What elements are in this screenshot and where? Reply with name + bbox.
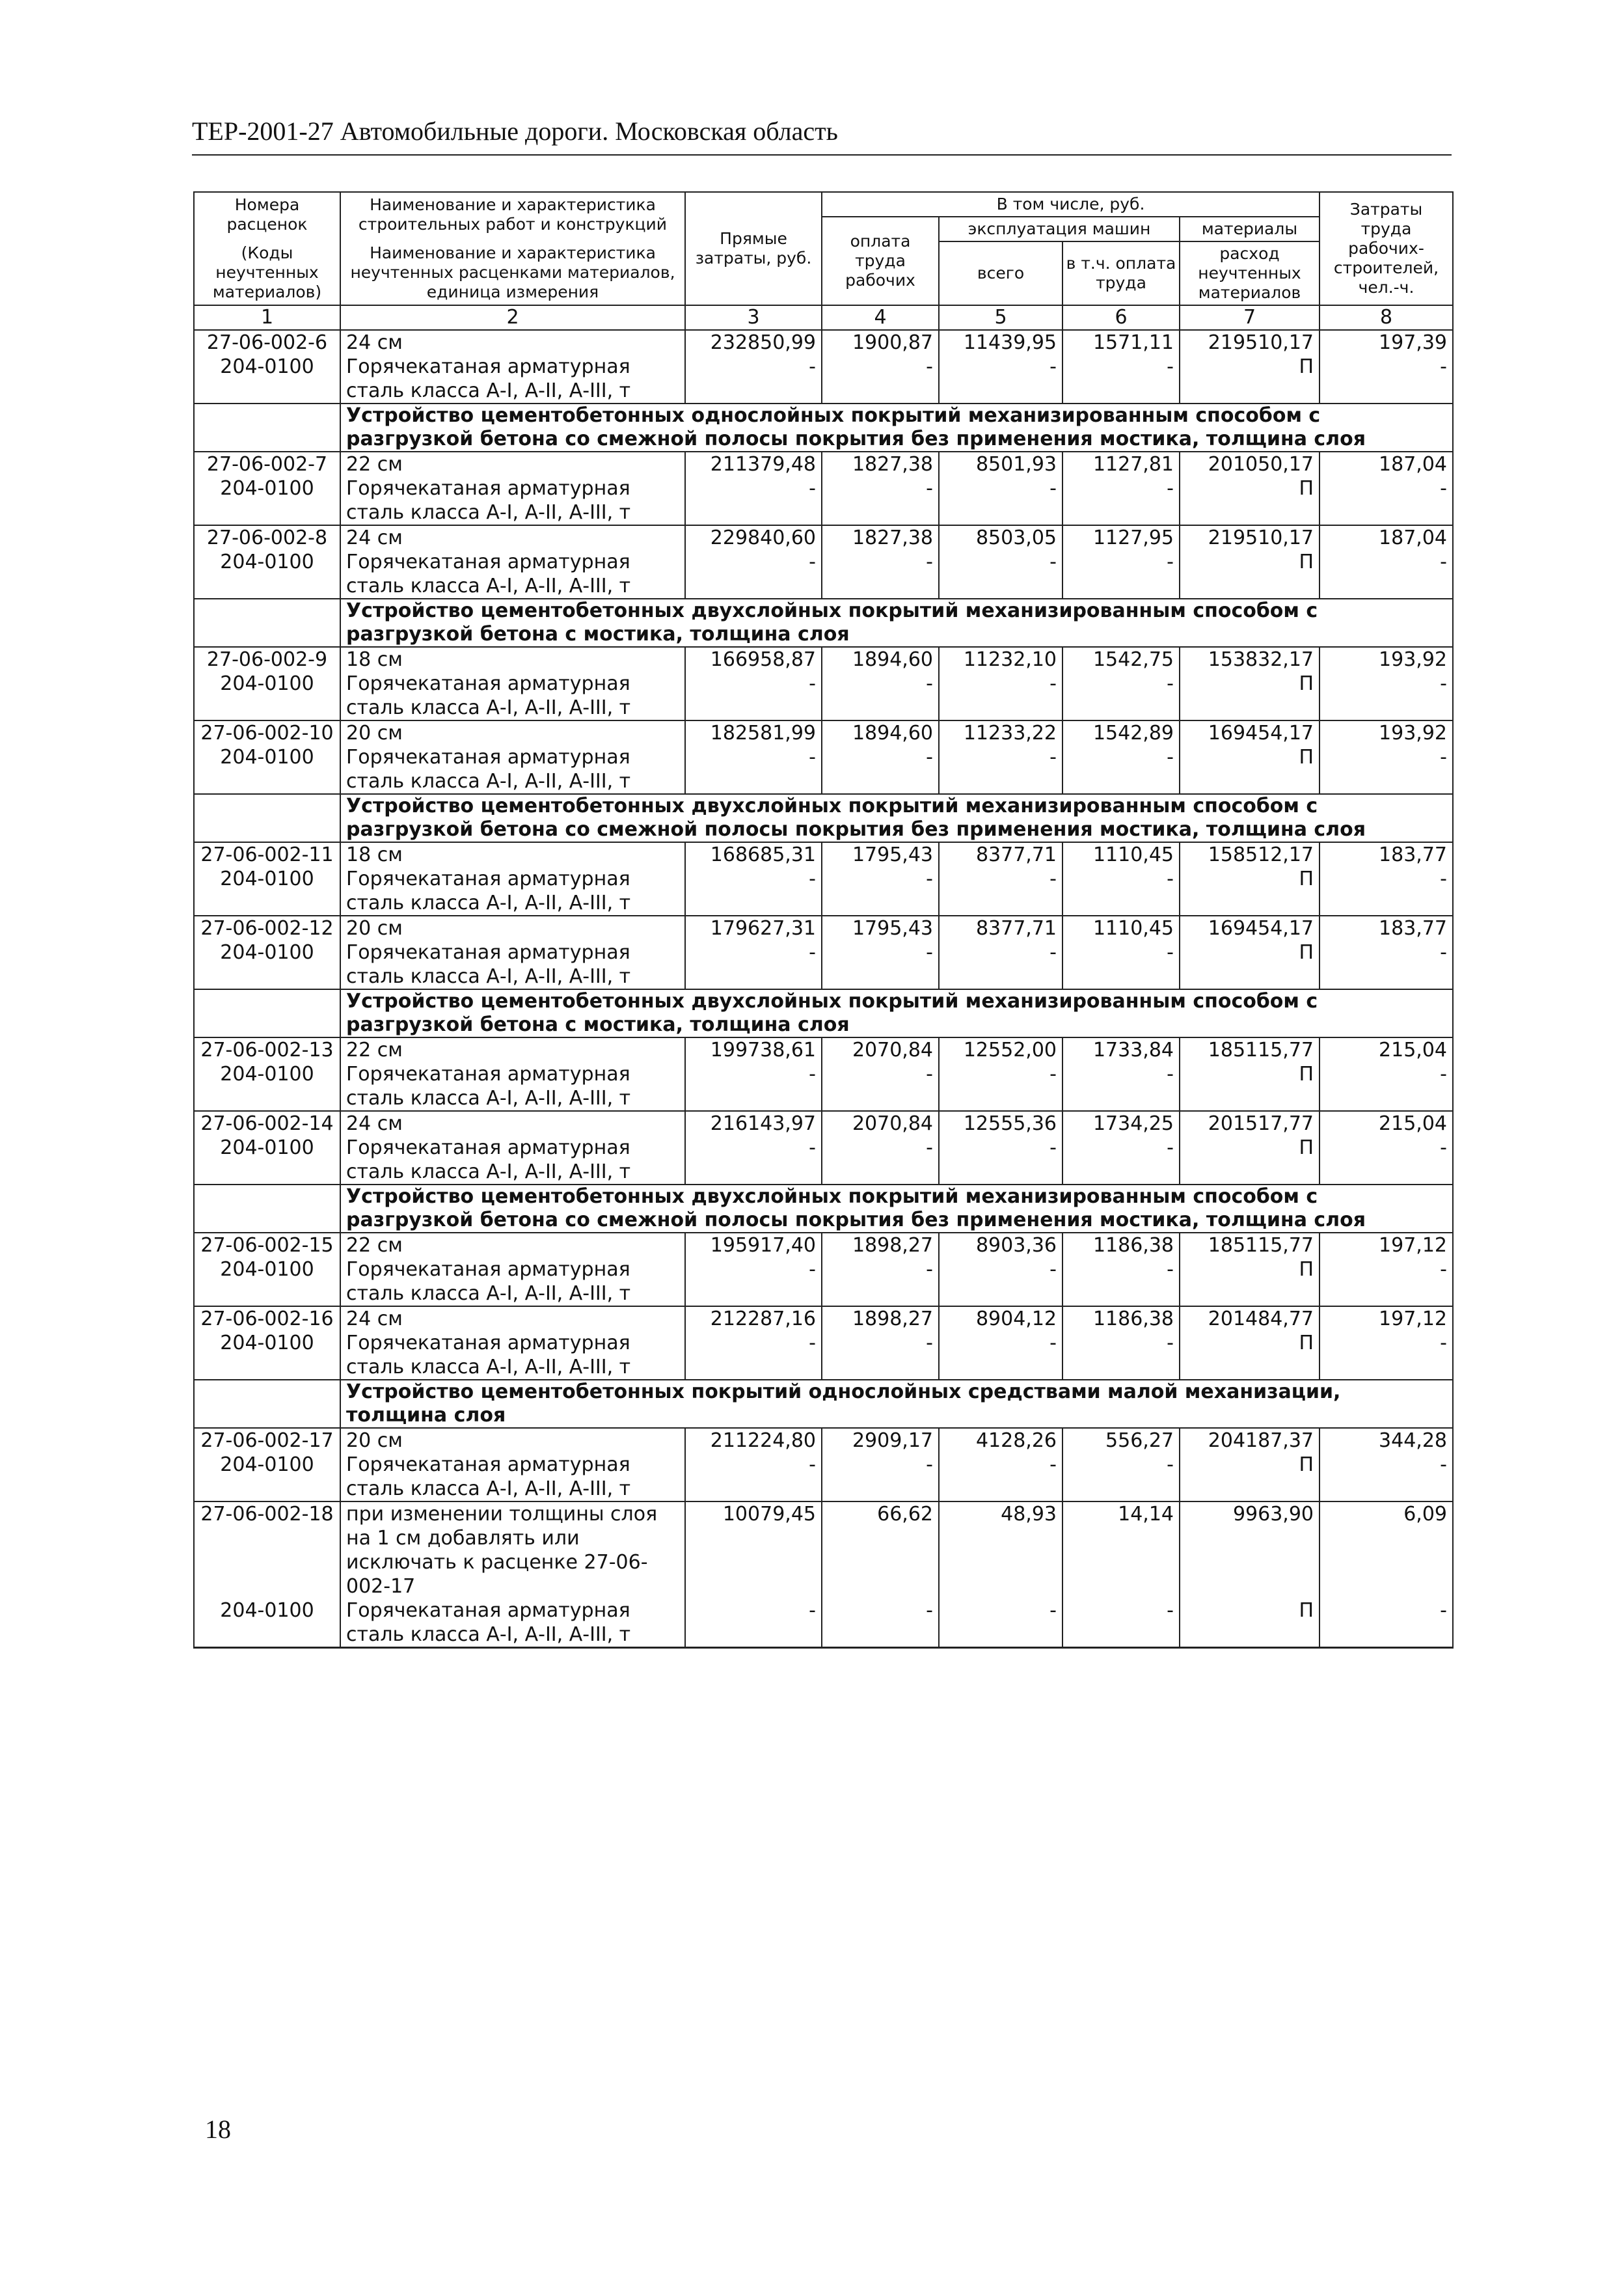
header-name-top: Наименование и характеристика строительных работ и конструкций [358, 195, 668, 234]
unit-mark: П [1180, 867, 1320, 916]
dash-cell: - [685, 1136, 822, 1185]
workers-wages: 2070,84 [822, 1037, 939, 1062]
machines-wages: 1571,11 [1062, 330, 1180, 355]
material-row [194, 1257, 1453, 1306]
section-title: Устройство цементобетонных покрытий однослойных средствами малой механизации, толщина слоя [340, 1380, 1453, 1428]
dash-cell: - [685, 550, 822, 599]
dash-cell: - [1062, 550, 1180, 599]
unit-mark: П [1180, 1062, 1320, 1111]
dash-cell: - [1062, 476, 1180, 525]
section-title: Устройство цементобетонных двухслойных покрытий механизированным способом с разгрузкой бетона со смежной полосы покрытия без применения мостика, толщина слоя [340, 794, 1453, 842]
dash-cell: - [685, 1598, 822, 1648]
column-number: 7 [1180, 305, 1320, 330]
dash-cell: - [939, 1598, 1062, 1648]
dash-cell: - [1062, 1331, 1180, 1380]
materials-cost: 169454,17 [1180, 720, 1320, 745]
dash-cell: - [685, 476, 822, 525]
materials-cost: 201517,77 [1180, 1111, 1320, 1136]
direct-costs: 166958,87 [685, 647, 822, 672]
dash-cell: - [822, 1257, 939, 1306]
dash-cell: - [822, 550, 939, 599]
workers-wages: 1898,27 [822, 1306, 939, 1331]
material-name: Горячекатаная арматурная сталь класса А-I, А-II, А-III, т [340, 355, 685, 404]
material-row [194, 867, 1453, 916]
labor-costs: 187,04 [1320, 452, 1453, 476]
table-row [194, 525, 1453, 550]
machines-wages: 1110,45 [1062, 916, 1180, 940]
dash-cell: - [939, 745, 1062, 794]
table-header [194, 192, 1453, 330]
rate-code: 27-06-002-11 [194, 842, 340, 867]
direct-costs: 212287,16 [685, 1306, 822, 1331]
machines-wages: 1733,84 [1062, 1037, 1180, 1062]
dash-cell: - [685, 1257, 822, 1306]
material-code: 204-0100 [194, 1598, 340, 1648]
material-name: Горячекатаная арматурная сталь класса А-I, А-II, А-III, т [340, 867, 685, 916]
rate-code: 27-06-002-9 [194, 647, 340, 672]
direct-costs: 232850,99 [685, 330, 822, 355]
materials-cost: 219510,17 [1180, 525, 1320, 550]
materials-cost: 169454,17 [1180, 916, 1320, 940]
document-header: ТЕР-2001-27 Автомобильные дороги. Московская область [192, 116, 1452, 156]
material-row [194, 745, 1453, 794]
dash-cell: - [1320, 672, 1453, 720]
header-labor-costs: Затраты труда рабочих-строителей, чел.-ч. [1320, 192, 1453, 305]
table-row [194, 916, 1453, 940]
machines-wages: 1127,81 [1062, 452, 1180, 476]
material-code: 204-0100 [194, 940, 340, 989]
dash-cell: - [939, 1062, 1062, 1111]
labor-costs: 197,39 [1320, 330, 1453, 355]
workers-wages: 2909,17 [822, 1428, 939, 1453]
machines-total: 11439,95 [939, 330, 1062, 355]
machines-wages: 1186,38 [1062, 1233, 1180, 1257]
section-title: Устройство цементобетонных двухслойных покрытий механизированным способом с разгрузкой бетона с мостика, толщина слоя [340, 599, 1453, 647]
dash-cell: - [939, 550, 1062, 599]
machines-total: 4128,26 [939, 1428, 1062, 1453]
dash-cell: - [939, 672, 1062, 720]
dash-cell: - [822, 745, 939, 794]
unit-mark: П [1180, 1136, 1320, 1185]
machines-total: 12552,00 [939, 1037, 1062, 1062]
material-row [194, 1062, 1453, 1111]
table-row [194, 720, 1453, 745]
dash-cell: - [1062, 672, 1180, 720]
workers-wages: 1827,38 [822, 525, 939, 550]
labor-costs: 344,28 [1320, 1428, 1453, 1453]
material-code: 204-0100 [194, 672, 340, 720]
dash-cell: - [1062, 940, 1180, 989]
header-codes-bottom: (Коды неучтенных материалов) [212, 243, 322, 301]
rate-name: 20 см [340, 916, 685, 940]
material-code: 204-0100 [194, 1136, 340, 1185]
dash-cell: - [1320, 745, 1453, 794]
dash-cell: - [1062, 355, 1180, 404]
unit-mark: П [1180, 355, 1320, 404]
material-row [194, 1136, 1453, 1185]
material-name: Горячекатаная арматурная сталь класса А-I, А-II, А-III, т [340, 1331, 685, 1380]
workers-wages: 1827,38 [822, 452, 939, 476]
rate-name: 24 см [340, 1306, 685, 1331]
section-header-row [194, 599, 1453, 647]
machines-total: 48,93 [939, 1501, 1062, 1598]
materials-cost: 158512,17 [1180, 842, 1320, 867]
section-blank-cell [194, 1185, 340, 1233]
header-name-bottom: Наименование и характеристика неучтенных расценками материалов, единица измерения [350, 243, 675, 301]
material-code: 204-0100 [194, 1257, 340, 1306]
rate-code: 27-06-002-12 [194, 916, 340, 940]
dash-cell: - [1062, 1453, 1180, 1501]
dash-cell: - [685, 355, 822, 404]
section-header-row [194, 989, 1453, 1037]
dash-cell: - [822, 672, 939, 720]
materials-cost: 9963,90 [1180, 1501, 1320, 1598]
table-row [194, 1037, 1453, 1062]
material-code: 204-0100 [194, 550, 340, 599]
dash-cell: - [1062, 1598, 1180, 1648]
materials-cost: 219510,17 [1180, 330, 1320, 355]
rate-name: 18 см [340, 647, 685, 672]
rate-code: 27-06-002-14 [194, 1111, 340, 1136]
material-row [194, 1331, 1453, 1380]
dash-cell: - [685, 867, 822, 916]
labor-costs: 187,04 [1320, 525, 1453, 550]
rate-name: 24 см [340, 330, 685, 355]
material-name: Горячекатаная арматурная сталь класса А-I, А-II, А-III, т [340, 476, 685, 525]
material-row [194, 672, 1453, 720]
direct-costs: 195917,40 [685, 1233, 822, 1257]
machines-wages: 1542,89 [1062, 720, 1180, 745]
workers-wages: 1795,43 [822, 842, 939, 867]
dash-cell: - [1320, 355, 1453, 404]
labor-costs: 6,09 [1320, 1501, 1453, 1598]
rate-name: 18 см [340, 842, 685, 867]
header-including-group: В том числе, руб. [822, 192, 1320, 217]
direct-costs: 211224,80 [685, 1428, 822, 1453]
rate-code: 27-06-002-16 [194, 1306, 340, 1331]
section-blank-cell [194, 794, 340, 842]
materials-cost: 201050,17 [1180, 452, 1320, 476]
table-row [194, 1111, 1453, 1136]
dash-cell: - [1320, 1598, 1453, 1648]
page-number: 18 [205, 2115, 231, 2144]
material-name: Горячекатаная арматурная сталь класса А-I, А-II, А-III, т [340, 1136, 685, 1185]
material-row [194, 1453, 1453, 1501]
direct-costs: 10079,45 [685, 1501, 822, 1598]
rate-code: 27-06-002-18 [194, 1501, 340, 1598]
material-row [194, 476, 1453, 525]
labor-costs: 183,77 [1320, 842, 1453, 867]
unit-mark: П [1180, 476, 1320, 525]
rate-name: 20 см [340, 720, 685, 745]
unit-mark: П [1180, 940, 1320, 989]
dash-cell: - [822, 476, 939, 525]
section-blank-cell [194, 1380, 340, 1428]
table-row [194, 1428, 1453, 1453]
materials-cost: 185115,77 [1180, 1233, 1320, 1257]
material-name: Горячекатаная арматурная сталь класса А-I, А-II, А-III, т [340, 1062, 685, 1111]
column-number: 5 [939, 305, 1062, 330]
unit-mark: П [1180, 1453, 1320, 1501]
dash-cell: - [1062, 1136, 1180, 1185]
column-number: 3 [685, 305, 822, 330]
table-row [194, 1501, 1453, 1598]
dash-cell: - [939, 1136, 1062, 1185]
labor-costs: 197,12 [1320, 1306, 1453, 1331]
machines-total: 8501,93 [939, 452, 1062, 476]
dash-cell: - [939, 940, 1062, 989]
direct-costs: 182581,99 [685, 720, 822, 745]
dash-cell: - [685, 1331, 822, 1380]
machines-total: 8503,05 [939, 525, 1062, 550]
dash-cell: - [822, 1331, 939, 1380]
direct-costs: 211379,48 [685, 452, 822, 476]
labor-costs: 215,04 [1320, 1037, 1453, 1062]
dash-cell: - [1320, 476, 1453, 525]
materials-cost: 185115,77 [1180, 1037, 1320, 1062]
workers-wages: 1894,60 [822, 720, 939, 745]
dash-cell: - [685, 940, 822, 989]
dash-cell: - [822, 1062, 939, 1111]
material-name: Горячекатаная арматурная сталь класса А-I, А-II, А-III, т [340, 1453, 685, 1501]
dash-cell: - [685, 745, 822, 794]
direct-costs: 199738,61 [685, 1037, 822, 1062]
dash-cell: - [1320, 1136, 1453, 1185]
dash-cell: - [1320, 867, 1453, 916]
direct-costs: 229840,60 [685, 525, 822, 550]
workers-wages: 2070,84 [822, 1111, 939, 1136]
unit-mark: П [1180, 672, 1320, 720]
table-row [194, 1306, 1453, 1331]
dash-cell: - [1320, 940, 1453, 989]
table-row [194, 842, 1453, 867]
dash-cell: - [822, 355, 939, 404]
rate-name: 20 см [340, 1428, 685, 1453]
machines-total: 11233,22 [939, 720, 1062, 745]
materials-cost: 204187,37 [1180, 1428, 1320, 1453]
material-code: 204-0100 [194, 476, 340, 525]
unit-mark: П [1180, 1598, 1320, 1648]
workers-wages: 1795,43 [822, 916, 939, 940]
dash-cell: - [685, 672, 822, 720]
column-number: 8 [1320, 305, 1453, 330]
dash-cell: - [1320, 1257, 1453, 1306]
section-title: Устройство цементобетонных однослойных покрытий механизированным способом с разгрузкой бетона со смежной полосы покрытия без применения мостика, толщина слоя [340, 404, 1453, 452]
material-name: Горячекатаная арматурная сталь класса А-I, А-II, А-III, т [340, 550, 685, 599]
section-title: Устройство цементобетонных двухслойных покрытий механизированным способом с разгрузкой бетона с мостика, толщина слоя [340, 989, 1453, 1037]
dash-cell: - [822, 1598, 939, 1648]
header-wages: оплата труда рабочих [822, 217, 939, 305]
column-number: 2 [340, 305, 685, 330]
machines-wages: 1186,38 [1062, 1306, 1180, 1331]
rate-code: 27-06-002-7 [194, 452, 340, 476]
rate-name: 24 см [340, 1111, 685, 1136]
header-unaccounted-materials: расход неучтенных материалов [1180, 241, 1320, 305]
rate-name: 22 см [340, 1233, 685, 1257]
dash-cell: - [1320, 550, 1453, 599]
dash-cell: - [822, 1453, 939, 1501]
machines-wages: 14,14 [1062, 1501, 1180, 1598]
dash-cell: - [939, 1257, 1062, 1306]
rate-name: при изменении толщины слоя на 1 см добавлять или исключать к расценке 27-06-002-17 [340, 1501, 685, 1598]
machines-total: 11232,10 [939, 647, 1062, 672]
header-direct-costs: Прямые затраты, руб. [685, 192, 822, 305]
labor-costs: 193,92 [1320, 647, 1453, 672]
column-number: 6 [1062, 305, 1180, 330]
section-title: Устройство цементобетонных двухслойных покрытий механизированным способом с разгрузкой бетона со смежной полосы покрытия без применения мостика, толщина слоя [340, 1185, 1453, 1233]
material-name: Горячекатаная арматурная сталь класса А-I, А-II, А-III, т [340, 940, 685, 989]
material-code: 204-0100 [194, 1062, 340, 1111]
dash-cell: - [1320, 1062, 1453, 1111]
rate-code: 27-06-002-8 [194, 525, 340, 550]
section-header-row [194, 1185, 1453, 1233]
machines-wages: 1542,75 [1062, 647, 1180, 672]
section-blank-cell [194, 404, 340, 452]
section-header-row [194, 1380, 1453, 1428]
material-row [194, 550, 1453, 599]
labor-costs: 197,12 [1320, 1233, 1453, 1257]
dash-cell: - [1320, 1453, 1453, 1501]
dash-cell: - [1062, 1257, 1180, 1306]
machines-total: 8903,36 [939, 1233, 1062, 1257]
machines-total: 8377,71 [939, 916, 1062, 940]
dash-cell: - [939, 1453, 1062, 1501]
materials-cost: 153832,17 [1180, 647, 1320, 672]
dash-cell: - [939, 355, 1062, 404]
dash-cell: - [685, 1062, 822, 1111]
machines-total: 8904,12 [939, 1306, 1062, 1331]
table-body [194, 330, 1453, 1648]
rate-code: 27-06-002-15 [194, 1233, 340, 1257]
material-row [194, 1598, 1453, 1648]
header-codes-top: Номера расценок [226, 195, 308, 234]
table-row [194, 330, 1453, 355]
dash-cell: - [1062, 1062, 1180, 1111]
direct-costs: 179627,31 [685, 916, 822, 940]
labor-costs: 193,92 [1320, 720, 1453, 745]
rate-code: 27-06-002-6 [194, 330, 340, 355]
dash-cell: - [822, 867, 939, 916]
dash-cell: - [1320, 1331, 1453, 1380]
unit-mark: П [1180, 1331, 1320, 1380]
labor-costs: 215,04 [1320, 1111, 1453, 1136]
dash-cell: - [685, 1453, 822, 1501]
machines-total: 8377,71 [939, 842, 1062, 867]
workers-wages: 66,62 [822, 1501, 939, 1598]
material-row [194, 940, 1453, 989]
machines-total: 12555,36 [939, 1111, 1062, 1136]
header-machines-wages: в т.ч. оплата труда [1062, 241, 1180, 305]
section-blank-cell [194, 989, 340, 1037]
header-machines-group: эксплуатация машин [939, 217, 1180, 241]
machines-wages: 556,27 [1062, 1428, 1180, 1453]
unit-mark: П [1180, 745, 1320, 794]
header-machines-total: всего [939, 241, 1062, 305]
material-name: Горячекатаная арматурная сталь класса А-I, А-II, А-III, т [340, 1257, 685, 1306]
material-name: Горячекатаная арматурная сталь класса А-I, А-II, А-III, т [340, 1598, 685, 1648]
workers-wages: 1898,27 [822, 1233, 939, 1257]
material-code: 204-0100 [194, 1453, 340, 1501]
material-code: 204-0100 [194, 867, 340, 916]
table-row [194, 452, 1453, 476]
rates-table [193, 191, 1454, 1649]
direct-costs: 216143,97 [685, 1111, 822, 1136]
material-name: Горячекатаная арматурная сталь класса А-I, А-II, А-III, т [340, 745, 685, 794]
rate-name: 24 см [340, 525, 685, 550]
material-code: 204-0100 [194, 355, 340, 404]
materials-cost: 201484,77 [1180, 1306, 1320, 1331]
direct-costs: 168685,31 [685, 842, 822, 867]
material-code: 204-0100 [194, 1331, 340, 1380]
rate-code: 27-06-002-10 [194, 720, 340, 745]
machines-wages: 1127,95 [1062, 525, 1180, 550]
column-number: 1 [194, 305, 340, 330]
table-row [194, 1233, 1453, 1257]
dash-cell: - [822, 940, 939, 989]
dash-cell: - [939, 867, 1062, 916]
labor-costs: 183,77 [1320, 916, 1453, 940]
table-row [194, 647, 1453, 672]
dash-cell: - [822, 1136, 939, 1185]
column-number: 4 [822, 305, 939, 330]
rate-code: 27-06-002-13 [194, 1037, 340, 1062]
material-name: Горячекатаная арматурная сталь класса А-I, А-II, А-III, т [340, 672, 685, 720]
dash-cell: - [939, 476, 1062, 525]
header-materials-group: материалы [1180, 217, 1320, 241]
dash-cell: - [939, 1331, 1062, 1380]
material-code: 204-0100 [194, 745, 340, 794]
unit-mark: П [1180, 550, 1320, 599]
section-header-row [194, 404, 1453, 452]
dash-cell: - [1062, 745, 1180, 794]
dash-cell: - [1062, 867, 1180, 916]
rate-name: 22 см [340, 1037, 685, 1062]
workers-wages: 1894,60 [822, 647, 939, 672]
section-header-row [194, 794, 1453, 842]
section-blank-cell [194, 599, 340, 647]
rate-code: 27-06-002-17 [194, 1428, 340, 1453]
material-row [194, 355, 1453, 404]
header-name [340, 192, 685, 305]
machines-wages: 1110,45 [1062, 842, 1180, 867]
workers-wages: 1900,87 [822, 330, 939, 355]
header-codes [194, 192, 340, 305]
machines-wages: 1734,25 [1062, 1111, 1180, 1136]
unit-mark: П [1180, 1257, 1320, 1306]
rate-name: 22 см [340, 452, 685, 476]
